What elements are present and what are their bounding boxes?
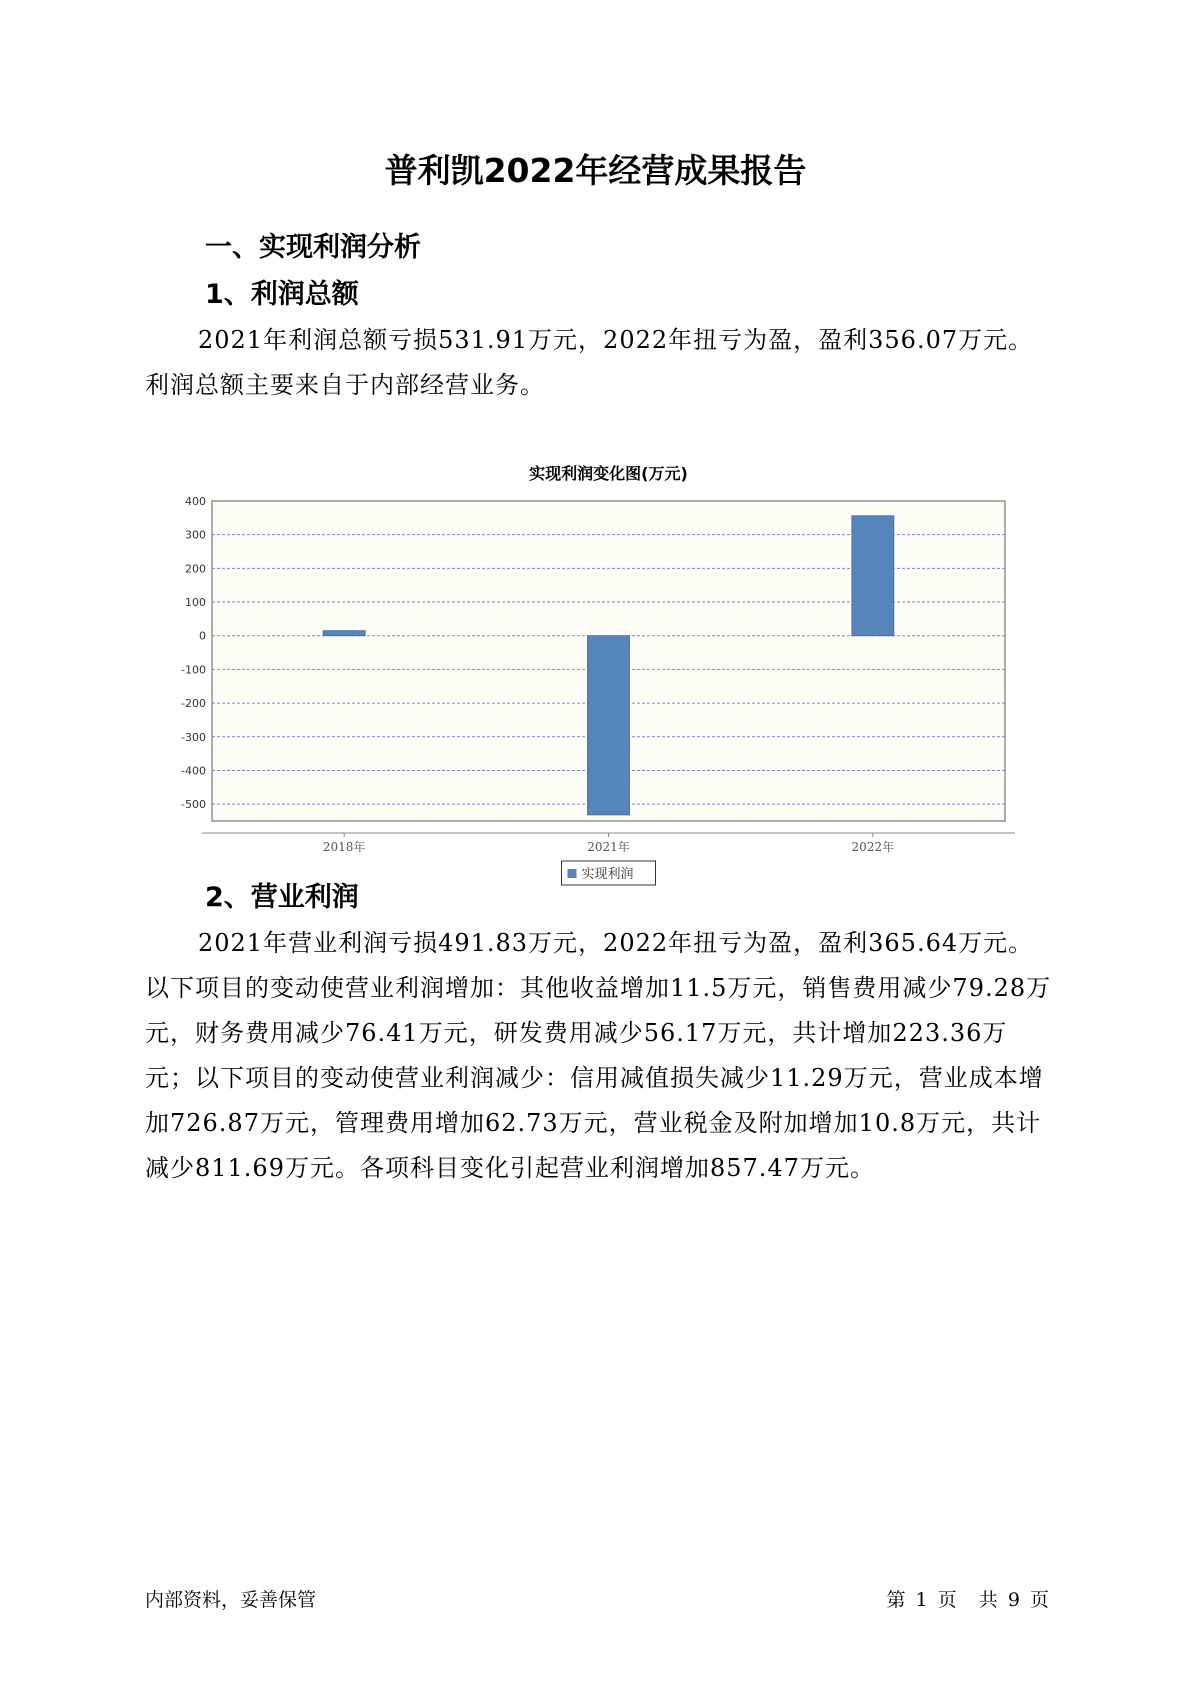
y-tick-label: 400 [185,495,206,508]
total-unit: 页 [1029,1589,1049,1611]
paragraph-operating-profit-text: 2021年营业利润亏损491.83万元，2022年扭亏为盈，盈利365.64万元。以下项目的变动使营业利润增加：其他收益增加11.5万元，销售费用减少79.28万元，财务费用减少76.41万元，研发费用减少56.17万元，共计增加223.36万元；以下项目的变动使营业利润减少：信用减值损失减少11.29万元，营业成本增加726.87万元，管理费用增加62.73万元，营业税金及附加增加10.8万元，共计减少811.69万元。各项科目变化引起营业利润增加857.47万元。 [145,929,1052,1182]
y-tick-label: 300 [185,528,206,542]
x-tick-label: 2022年 [851,840,895,854]
total-pages: 9 [1007,1589,1020,1611]
x-tick-label: 2018年 [322,840,366,854]
subsection-heading-operating-profit: 2、营业利润 [205,882,359,913]
subsection-heading-total-profit: 1、利润总额 [205,279,359,310]
total-prefix: 共 [978,1589,998,1611]
page-prefix: 第 [886,1589,906,1611]
section-heading-profit-analysis: 一、实现利润分析 [205,232,421,263]
paragraph-total-profit-text: 2021年利润总额亏损531.91万元，2022年扭亏为盈，盈利356.07万元。利润总额主要来自于内部经营业务。 [145,326,1034,399]
paragraph-total-profit [145,318,1055,408]
bar-2022年 [852,516,894,636]
y-tick-label: -500 [181,798,206,812]
profit-chart [160,455,1030,910]
y-tick-label: 200 [185,562,206,576]
page-title: 普利凯2022年经营成果报告 [384,151,807,190]
bar-2021年 [588,636,630,815]
y-tick-label: 0 [199,629,206,643]
y-tick-label: -300 [181,730,206,744]
y-tick-label: -400 [181,764,206,778]
y-tick-label: 100 [185,596,206,610]
profit-bar-chart [160,455,1030,910]
footer-confidential-note: 内部资料，妥善保管 [145,1589,317,1611]
legend-swatch [568,869,577,878]
page-number: 1 [915,1589,928,1611]
bar-2018年 [323,631,365,636]
legend-label: 实现利润 [581,867,634,882]
footer-page-info [884,1585,1051,1612]
chart-title: 实现利润变化图(万元) [529,464,688,483]
y-tick-label: -200 [181,697,206,711]
page-unit: 页 [937,1589,957,1611]
y-tick-label: -100 [181,663,206,677]
x-tick-label: 2021年 [587,840,630,854]
paragraph-operating-profit [145,921,1055,1191]
